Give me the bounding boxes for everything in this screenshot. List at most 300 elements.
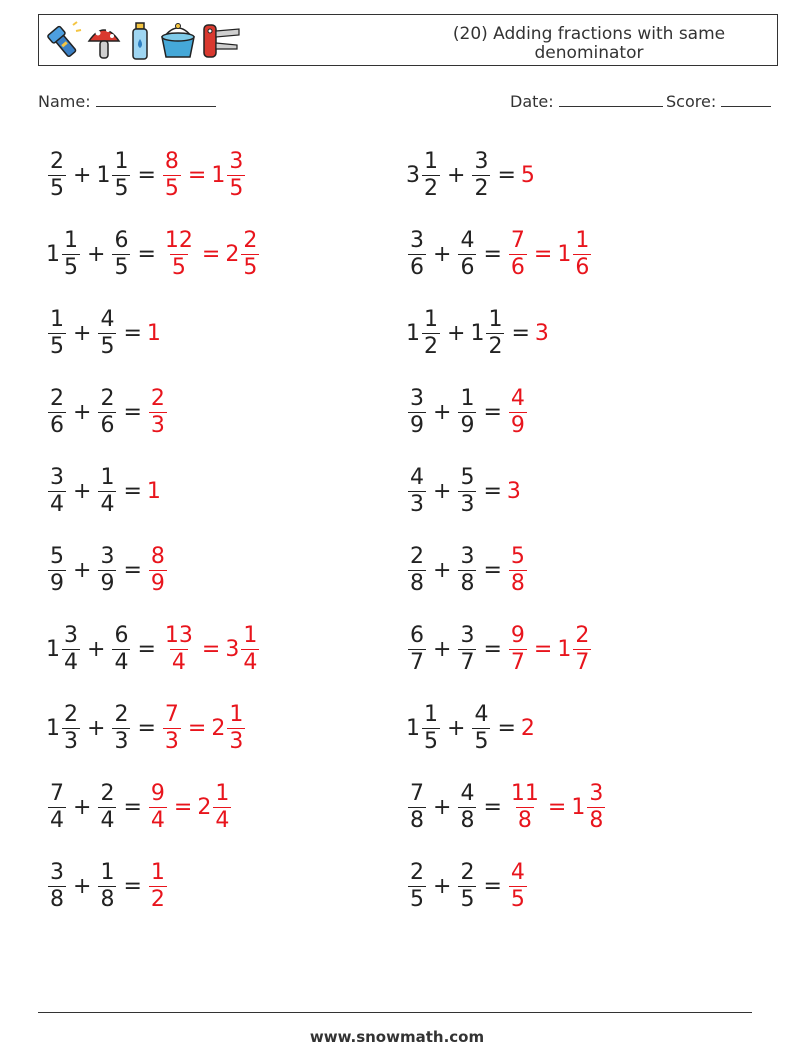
- denominator: 4: [100, 807, 115, 833]
- numerator: 5: [510, 543, 525, 569]
- numerator: 3: [410, 227, 424, 253]
- bucket-icon: [158, 21, 198, 61]
- fraction: [98, 781, 116, 834]
- plus-sign: +: [73, 399, 92, 425]
- numerator: 2: [114, 701, 129, 727]
- fraction: [241, 228, 259, 281]
- whole-part: 1: [46, 241, 60, 267]
- equals-sign: =: [187, 715, 207, 741]
- denominator: 5: [410, 886, 424, 912]
- denominator: 6: [510, 254, 525, 280]
- operand: [96, 386, 118, 439]
- plus-sign: +: [73, 162, 92, 188]
- equals-sign: =: [511, 320, 530, 346]
- fraction: [227, 702, 245, 755]
- numerator: 2: [100, 385, 115, 411]
- operand: [96, 781, 118, 834]
- name-blank[interactable]: [96, 92, 216, 107]
- whole-part: 1: [146, 478, 161, 504]
- numerator: 1: [460, 385, 475, 411]
- operand: [46, 623, 82, 676]
- answer-value: [507, 228, 529, 281]
- plus-sign: +: [73, 320, 92, 346]
- fraction: [458, 544, 476, 597]
- equals-sign: =: [201, 241, 221, 267]
- denominator: 6: [50, 412, 64, 438]
- operand: [406, 623, 428, 676]
- whole-part: 3: [406, 162, 420, 188]
- problem-item: [46, 145, 247, 205]
- whole-part: 1: [571, 794, 586, 820]
- denominator: 8: [50, 886, 64, 912]
- denominator: 8: [410, 570, 424, 596]
- operand: [456, 781, 478, 834]
- problem-item: [46, 461, 161, 521]
- numerator: 4: [410, 464, 424, 490]
- answer-value: [521, 163, 535, 188]
- numerator: 8: [150, 543, 165, 569]
- numerator: 1: [114, 148, 129, 174]
- fraction: [458, 228, 476, 281]
- equals-sign: =: [123, 794, 142, 820]
- denominator: 6: [460, 254, 475, 280]
- problem-item: [46, 540, 169, 600]
- plus-sign: +: [73, 557, 92, 583]
- operand: [96, 465, 118, 518]
- fraction: [112, 228, 130, 281]
- denominator: 4: [100, 491, 115, 517]
- denominator: 6: [100, 412, 115, 438]
- fraction: [48, 307, 66, 360]
- operand: [96, 307, 118, 360]
- denominator: 5: [114, 175, 129, 201]
- numerator: 2: [100, 780, 115, 806]
- denominator: 9: [100, 570, 115, 596]
- numerator: 4: [510, 385, 525, 411]
- fraction: [509, 781, 541, 834]
- numerator: 1: [229, 701, 244, 727]
- answer-value: [161, 623, 197, 676]
- operand: [456, 860, 478, 913]
- numerator: 2: [243, 227, 258, 253]
- answer-value: [211, 702, 247, 755]
- denominator: 9: [50, 570, 64, 596]
- operand: [406, 860, 428, 913]
- numerator: 3: [50, 464, 64, 490]
- denominator: 7: [410, 649, 424, 675]
- numerator: 6: [114, 227, 129, 253]
- fraction: [458, 386, 476, 439]
- answer-value: [147, 860, 169, 913]
- fraction: [163, 623, 195, 676]
- numerator: 3: [50, 859, 64, 885]
- denominator: 2: [488, 333, 503, 359]
- operand: [406, 544, 428, 597]
- equals-sign: =: [123, 557, 142, 583]
- fraction: [48, 149, 66, 202]
- fraction: [112, 149, 130, 202]
- answer-value: [225, 623, 261, 676]
- score-label: Score:: [666, 92, 717, 111]
- mushroom-icon: [86, 21, 122, 61]
- fraction: [509, 386, 527, 439]
- score-field[interactable]: [666, 92, 771, 111]
- footer-url: www.snowmath.com: [309, 1028, 485, 1046]
- numerator: 7: [410, 780, 424, 806]
- date-label: Date:: [510, 92, 554, 111]
- fraction: [98, 465, 116, 518]
- problem-item: [406, 303, 549, 363]
- answer-value: [507, 623, 529, 676]
- denominator: 9: [460, 412, 475, 438]
- denominator: 9: [150, 570, 165, 596]
- operand: [46, 386, 68, 439]
- operand: [456, 228, 478, 281]
- pocket-knife-icon: [201, 21, 243, 61]
- numerator: 4: [100, 306, 115, 332]
- denominator: 4: [64, 649, 78, 675]
- denominator: 5: [460, 886, 475, 912]
- whole-part: 3: [225, 636, 240, 662]
- fraction: [48, 544, 66, 597]
- fraction: [48, 465, 66, 518]
- name-field[interactable]: [38, 92, 216, 111]
- answer-value: [225, 228, 261, 281]
- fraction: [458, 623, 476, 676]
- operand: [406, 702, 442, 755]
- denominator: 3: [460, 491, 475, 517]
- equals-sign: =: [483, 794, 502, 820]
- fraction: [163, 228, 195, 281]
- denominator: 8: [460, 570, 475, 596]
- denominator: 4: [215, 807, 230, 833]
- denominator: 5: [64, 254, 78, 280]
- equals-sign: =: [497, 715, 516, 741]
- fraction: [458, 781, 476, 834]
- denominator: 5: [474, 728, 489, 754]
- problem-item: [406, 777, 607, 837]
- plus-sign: +: [433, 557, 452, 583]
- fraction: [149, 781, 167, 834]
- worksheet-header: [38, 14, 778, 66]
- flashlight-icon: [43, 21, 83, 61]
- numerator: 4: [460, 227, 475, 253]
- numerator: 2: [150, 385, 165, 411]
- numerator: 3: [474, 148, 489, 174]
- numerator: 3: [100, 543, 115, 569]
- problem-item: [406, 856, 529, 916]
- date-field[interactable]: [510, 92, 663, 111]
- fraction: [98, 307, 116, 360]
- numerator: 6: [114, 622, 129, 648]
- fraction: [48, 781, 66, 834]
- whole-part: 1: [146, 320, 161, 346]
- denominator: 5: [50, 333, 64, 359]
- operand: [46, 465, 68, 518]
- plus-sign: +: [433, 399, 452, 425]
- problem-item: [46, 382, 169, 442]
- denominator: 2: [424, 333, 438, 359]
- answer-value: [197, 781, 233, 834]
- whole-part: 2: [211, 715, 226, 741]
- plus-sign: +: [433, 241, 452, 267]
- operand: [456, 544, 478, 597]
- problem-item: [46, 303, 161, 363]
- answer-value: [147, 386, 169, 439]
- plus-sign: +: [433, 478, 452, 504]
- denominator: 7: [510, 649, 525, 675]
- problem-item: [46, 856, 169, 916]
- whole-part: 3: [534, 320, 549, 346]
- answer-value: [535, 321, 549, 346]
- equals-sign: =: [123, 873, 142, 899]
- operand: [96, 149, 132, 202]
- denominator: 7: [460, 649, 475, 675]
- whole-part: 1: [557, 241, 572, 267]
- operand: [110, 702, 132, 755]
- denominator: 5: [510, 886, 525, 912]
- denominator: 4: [50, 491, 64, 517]
- fraction: [163, 702, 181, 755]
- operand: [470, 307, 506, 360]
- denominator: 8: [589, 807, 604, 833]
- operand: [96, 544, 118, 597]
- operand: [46, 702, 82, 755]
- answer-value: [571, 781, 607, 834]
- answer-value: [161, 702, 183, 755]
- whole-part: 3: [506, 478, 521, 504]
- numerator: 3: [410, 385, 424, 411]
- denominator: 5: [243, 254, 258, 280]
- equals-sign: =: [123, 320, 142, 346]
- operand: [470, 149, 492, 202]
- numerator: 9: [150, 780, 165, 806]
- numerator: 2: [50, 148, 64, 174]
- denominator: 9: [410, 412, 424, 438]
- plus-sign: +: [87, 241, 106, 267]
- fraction: [458, 465, 476, 518]
- plus-sign: +: [447, 320, 466, 346]
- operand: [110, 623, 132, 676]
- operand: [46, 307, 68, 360]
- numerator: 5: [460, 464, 475, 490]
- header-icons: [43, 17, 246, 65]
- operand: [46, 149, 68, 202]
- numerator: 3: [460, 543, 475, 569]
- equals-sign: =: [483, 557, 502, 583]
- numerator: 1: [50, 306, 64, 332]
- equals-sign: =: [483, 241, 502, 267]
- operand: [456, 386, 478, 439]
- equals-sign: =: [123, 478, 142, 504]
- equals-sign: =: [483, 636, 502, 662]
- problem-item: [406, 698, 535, 758]
- denominator: 9: [510, 412, 525, 438]
- numerator: 1: [243, 622, 258, 648]
- problem-item: [406, 224, 593, 284]
- denominator: 8: [410, 807, 424, 833]
- equals-sign: =: [137, 715, 156, 741]
- fraction: [62, 623, 80, 676]
- fraction: [573, 228, 591, 281]
- operand: [96, 860, 118, 913]
- fraction: [112, 623, 130, 676]
- equals-sign: =: [547, 794, 567, 820]
- whole-part: 1: [46, 636, 60, 662]
- operand: [46, 781, 68, 834]
- problem-item: [406, 461, 521, 521]
- whole-part: 5: [520, 162, 535, 188]
- fraction: [149, 860, 167, 913]
- fraction: [472, 702, 490, 755]
- plus-sign: +: [73, 794, 92, 820]
- date-blank[interactable]: [559, 92, 663, 107]
- denominator: 3: [64, 728, 78, 754]
- answer-value: [507, 860, 529, 913]
- operand: [110, 228, 132, 281]
- answer-value: [507, 386, 529, 439]
- numerator: 1: [424, 148, 438, 174]
- whole-part: 1: [46, 715, 60, 741]
- whole-part: 1: [96, 162, 111, 188]
- numerator: 4: [460, 780, 475, 806]
- problem-item: [406, 540, 529, 600]
- denominator: 8: [460, 807, 475, 833]
- numerator: 1: [424, 306, 438, 332]
- numerator: 3: [229, 148, 244, 174]
- plus-sign: +: [87, 715, 106, 741]
- equals-sign: =: [137, 162, 156, 188]
- plus-sign: +: [73, 478, 92, 504]
- answer-value: [557, 623, 593, 676]
- equals-sign: =: [123, 399, 142, 425]
- fraction: [486, 307, 504, 360]
- whole-part: 1: [406, 320, 420, 346]
- numerator: 4: [510, 859, 525, 885]
- numerator: 1: [215, 780, 230, 806]
- answer-value: [147, 544, 169, 597]
- plus-sign: +: [73, 873, 92, 899]
- whole-part: 1: [406, 715, 420, 741]
- fraction: [98, 386, 116, 439]
- equals-sign: =: [137, 241, 156, 267]
- plus-sign: +: [433, 636, 452, 662]
- fraction: [149, 544, 167, 597]
- fraction: [408, 228, 426, 281]
- fraction: [149, 386, 167, 439]
- numerator: 7: [510, 227, 525, 253]
- denominator: 5: [114, 254, 129, 280]
- denominator: 3: [164, 728, 179, 754]
- fraction: [573, 623, 591, 676]
- problem-item: [46, 698, 247, 758]
- problem-item: [46, 619, 261, 679]
- whole-part: 1: [211, 162, 226, 188]
- fraction: [408, 860, 426, 913]
- whole-part: 2: [197, 794, 212, 820]
- fraction: [62, 702, 80, 755]
- answer-value: [147, 321, 161, 346]
- fraction: [98, 544, 116, 597]
- denominator: 3: [410, 491, 424, 517]
- fraction: [422, 307, 440, 360]
- numerator: 6: [410, 622, 424, 648]
- answer-value: [147, 781, 169, 834]
- name-label: Name:: [38, 92, 91, 111]
- numerator: 9: [510, 622, 525, 648]
- numerator: 2: [410, 543, 424, 569]
- whole-part: 2: [520, 715, 535, 741]
- whole-part: 1: [470, 320, 485, 346]
- operand: [46, 860, 68, 913]
- numerator: 3: [64, 622, 78, 648]
- fraction: [48, 386, 66, 439]
- operand: [46, 544, 68, 597]
- problem-item: [46, 224, 261, 284]
- fraction: [213, 781, 231, 834]
- denominator: 4: [50, 807, 64, 833]
- operand: [46, 228, 82, 281]
- numerator: 2: [50, 385, 64, 411]
- fraction: [408, 781, 426, 834]
- numerator: 7: [164, 701, 179, 727]
- operand: [406, 386, 428, 439]
- fraction: [408, 544, 426, 597]
- fraction: [458, 860, 476, 913]
- operand: [456, 623, 478, 676]
- denominator: 8: [100, 886, 115, 912]
- numerator: 2: [64, 701, 78, 727]
- numerator: 7: [50, 780, 64, 806]
- denominator: 5: [164, 175, 179, 201]
- numerator: 11: [510, 780, 539, 806]
- fraction: [422, 149, 440, 202]
- numerator: 1: [424, 701, 438, 727]
- denominator: 2: [424, 175, 438, 201]
- whole-part: 1: [557, 636, 572, 662]
- equals-sign: =: [483, 399, 502, 425]
- denominator: 5: [100, 333, 115, 359]
- numerator: 2: [575, 622, 590, 648]
- numerator: 12: [164, 227, 193, 253]
- numerator: 1: [488, 306, 503, 332]
- footer-divider: [38, 1012, 752, 1013]
- denominator: 4: [243, 649, 258, 675]
- problem-item: [46, 777, 233, 837]
- score-blank[interactable]: [721, 92, 771, 107]
- answer-value: [211, 149, 247, 202]
- operand: [406, 307, 442, 360]
- fraction: [408, 465, 426, 518]
- fraction: [509, 544, 527, 597]
- operand: [406, 781, 428, 834]
- operand: [406, 465, 428, 518]
- numerator: 1: [64, 227, 78, 253]
- operand: [456, 465, 478, 518]
- plus-sign: +: [433, 873, 452, 899]
- numerator: 2: [410, 859, 424, 885]
- denominator: 4: [150, 807, 165, 833]
- fraction: [509, 228, 527, 281]
- numerator: 1: [150, 859, 165, 885]
- numerator: 1: [575, 227, 590, 253]
- fraction: [509, 623, 527, 676]
- numerator: 13: [164, 622, 193, 648]
- denominator: 5: [171, 254, 186, 280]
- operand: [406, 149, 442, 202]
- operand: [470, 702, 492, 755]
- denominator: 4: [171, 649, 186, 675]
